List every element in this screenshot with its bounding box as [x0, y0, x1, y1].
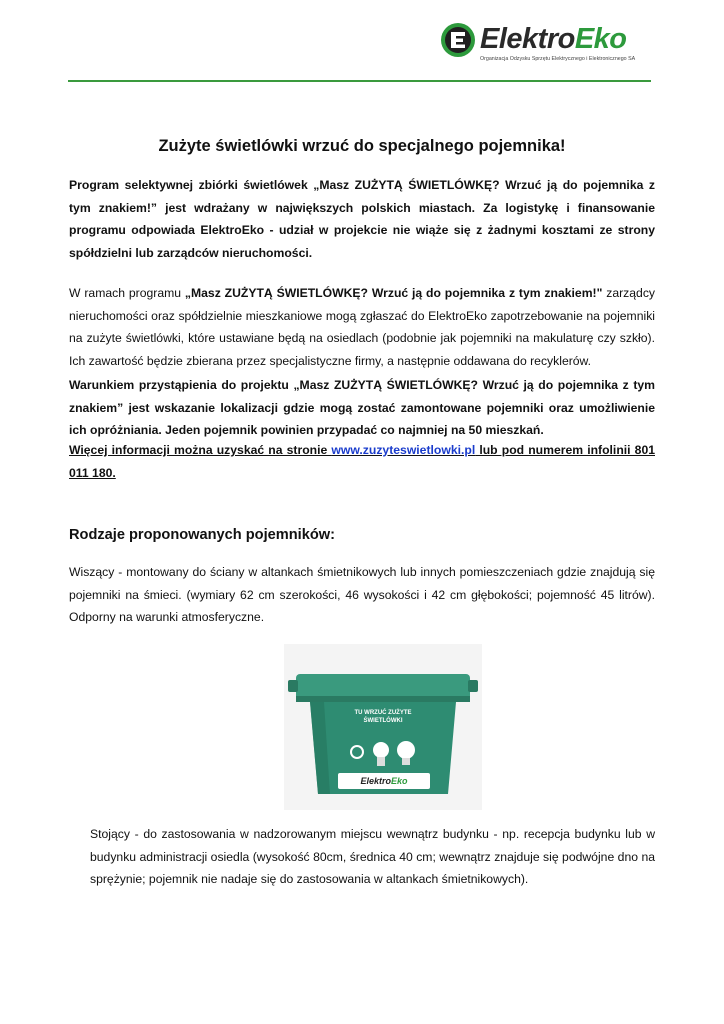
more-info-paragraph: [69, 439, 655, 484]
program-slogan: „Masz ZUŻYTĄ ŚWIETLÓWKĘ? Wrzuć ją do pojemnika z tym znakiem!": [184, 286, 603, 300]
more-info-rest: lub pod numerem infolinii 801 011 180.: [69, 443, 655, 480]
bin-brand-part1: Elektro: [360, 776, 391, 786]
elektroeko-logo: [440, 22, 660, 66]
intro-paragraph: Program selektywnej zbiórki świetlówek „Masz ZUŻYTĄ ŚWIETLÓWKĘ? Wrzuć ją do pojemnika z tym znakiem!” jest wdrażany w największych polskich miastach. Za logistykę i finansowanie programu odpowiada ElektroEko - udział w projekcie nie wiąże się z żadnymi kosztami ze strony spółdzielni lub zarządców nieruchomości.: [69, 178, 655, 260]
hanging-bin-description: Wiszący - montowany do ściany w altankach śmietnikowych lub innych pomieszczeniach gdzie znajdują się pojemniki na śmieci. (wymiary 62 cm szerokości, 46 wysokości i 42 cm głębokości; pojemność 45 litrów). Odporny na warunki atmosferyczne.: [69, 565, 655, 624]
bin-brand-label: [360, 776, 408, 786]
standing-bin-description: Stojący - do zastosowania w nadzorowanym miejscu wewnątrz budynku - np. recepcja budynku lub w budynku administracji osiedla (wysokość 80cm, średnica 40 cm; wewnątrz znajduje się podwójne dno na sprężynie; pojemnik nie nadaje się do zastosowania w altankach śmietnikowych).: [90, 827, 655, 886]
elektroeko-emblem-icon: [440, 22, 476, 58]
bin-label-line2: ŚWIETLÓWKI: [363, 718, 403, 724]
document-title: Zużyte świetlówki wrzuć do specjalnego pojemnika!: [158, 137, 566, 155]
bin-brand-part2: Eko: [391, 776, 408, 786]
hanging-bin-image: [284, 644, 482, 810]
logo-subtitle: Organizacja Odzysku Sprzętu Elektrycznego i Elektronicznego SA: [480, 56, 636, 62]
logo-wordmark-part1: Elektro: [480, 23, 575, 55]
program-paragraph-lead: W ramach programu: [69, 286, 185, 300]
logo-wordmark: [480, 22, 627, 56]
program-paragraph: [69, 282, 655, 372]
conditions-paragraph: Warunkiem przystąpienia do projektu „Masz ZUŻYTĄ ŚWIETLÓWKĘ? Wrzuć ją do pojemnika z tym znakiem” jest wskazanie lokalizacji gdzie mogą zostać zamontowane pojemniki oraz umożliwienie ich opróżniania. Jeden pojemnik powinien przypadać co najmniej na 50 mieszkań.: [69, 378, 655, 437]
header-divider: [68, 80, 651, 82]
program-paragraph-rest: zarządcy nieruchomości oraz spółdzielnie mieszkaniowe mogą zgłaszać do ElektroEko zapotrzebowanie na pojemniki na zużyte świetlówki, które ustawiane będą na osiedlach (podobnie jak pojemniki na makulaturę czy szkło). Ich zawartość będzie zbierana przez specjalistyczne firmy, a następnie oddawana do recyklerów.: [69, 286, 656, 368]
section-heading: Rodzaje proponowanych pojemników:: [69, 527, 335, 543]
logo-wordmark-part2: Eko: [574, 23, 627, 55]
website-link[interactable]: www.zuzyteswietlowki.pl: [331, 443, 476, 457]
more-info-lead: Więcej informacji można uzyskać na stronie: [69, 443, 332, 457]
bin-label-line1: TU WRZUĆ ZUŻYTE: [354, 710, 412, 716]
